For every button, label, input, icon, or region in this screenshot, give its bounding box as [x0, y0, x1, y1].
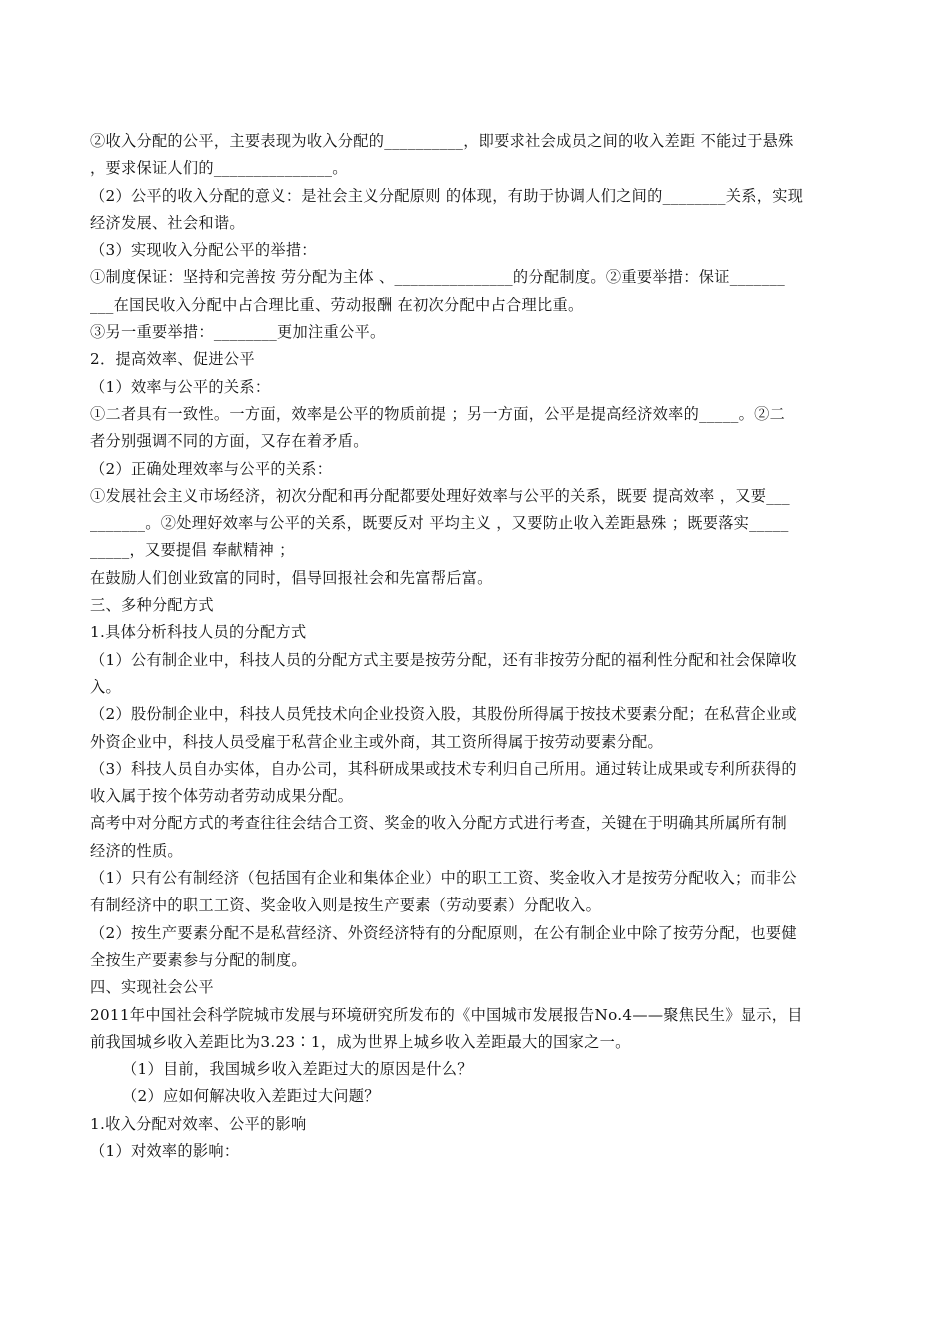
text-line: （2）按生产要素分配不是私营经济、外资经济特有的分配原则，在公有制企业中除了按劳分配，也要健	[90, 923, 797, 942]
document-body	[90, 128, 860, 1165]
text-line: 在鼓励人们创业致富的同时，倡导回报社会和先富帮后富。	[90, 568, 493, 587]
section-heading: 三、多种分配方式	[90, 596, 214, 615]
text-line: （1）只有公有制经济（包括国有企业和集体企业）中的职工工资、奖金收入才是按劳分配收入；而非公	[90, 869, 797, 888]
text-line: 外资企业中，科技人员受雇于私营企业主或外商，其工资所得属于按劳动要素分配。	[90, 732, 664, 751]
text-line: ①二者具有一致性。一方面，效率是公平的物质前提 ；另一方面，公平是提高经济效率的_____。②二	[90, 404, 786, 423]
question-line: （2）应如何解决收入差距过大问题？	[122, 1087, 380, 1106]
section-heading: 1.具体分析科技人员的分配方式	[90, 623, 307, 642]
text-line: （2）股份制企业中，科技人员凭技术向企业投资入股，其股份所得属于按技术要素分配；在私营企业或	[90, 705, 797, 724]
text-line: 有制经济中的职工工资、奖金收入则是按生产要素（劳动要素）分配收入。	[90, 896, 602, 915]
text-line: ①发展社会主义市场经济，初次分配和再分配都要处理好效率与公平的关系，既要 提高效率 ，又要___	[90, 486, 790, 505]
text-line: （1）效率与公平的关系：	[90, 377, 271, 396]
text-line: 全按生产要素参与分配的制度。	[90, 950, 307, 969]
text-line: ，要求保证人们的_______________。	[90, 159, 348, 178]
text-line: 收入属于按个体劳动者劳动成果分配。	[90, 787, 354, 806]
text-line: ③另一重要举措：________更加注重公平。	[90, 323, 386, 342]
text-line: 者分别强调不同的方面，又存在着矛盾。	[90, 432, 369, 451]
section-heading: 1.收入分配对效率、公平的影响	[90, 1114, 307, 1133]
text-line: （2）公平的收入分配的意义：是社会主义分配原则 的体现，有助于协调人们之间的________关系，实现	[90, 186, 804, 205]
text-line: （3）实现收入分配公平的举措：	[90, 241, 317, 260]
text-line: （1）公有制企业中，科技人员的分配方式主要是按劳分配，还有非按劳分配的福利性分配和社会保障收	[90, 650, 797, 669]
text-line: 经济的性质。	[90, 841, 183, 860]
text-line: 入。	[90, 677, 121, 696]
text-line: 2011年中国社会科学院城市发展与环境研究所发布的《中国城市发展报告No.4——聚焦民生》显示，目	[90, 1005, 803, 1024]
section-heading: 四、实现社会公平	[90, 978, 214, 997]
question-line: （1）目前，我国城乡收入差距过大的原因是什么？	[122, 1060, 473, 1079]
text-line: _______。②处理好效率与公平的关系，既要反对 平均主义 ，又要防止收入差距悬殊 ；既要落实_____	[90, 514, 789, 533]
text-line: ②收入分配的公平，主要表现为收入分配的__________，即要求社会成员之间的收入差距 不能过于悬殊	[90, 132, 794, 150]
text-line: 经济发展、社会和谐。	[90, 213, 245, 232]
text-line: （1）对效率的影响：	[90, 1141, 240, 1160]
text-line: ___在国民收入分配中占合理比重、劳动报酬 在初次分配中占合理比重。	[90, 295, 584, 314]
text-line: 高考中对分配方式的考查往往会结合工资、奖金的收入分配方式进行考查，关键在于明确其所属所有制	[90, 814, 787, 833]
section-heading: 2．提高效率、促进公平	[90, 350, 255, 369]
text-line: （2）正确处理效率与公平的关系：	[90, 459, 333, 478]
text-line: ①制度保证：坚持和完善按 劳分配为主体 、_______________的分配制度。②重要举措：保证_______	[90, 268, 786, 287]
text-line: _____，又要提倡 奉献精神 ；	[90, 541, 295, 560]
text-line: 前我国城乡收入差距比为3.23∶1，成为世界上城乡收入差距最大的国家之一。	[90, 1032, 631, 1051]
text-line: （3）科技人员自办实体，自办公司，其科研成果或技术专利归自己所用。通过转让成果或专利所获得的	[90, 759, 797, 778]
